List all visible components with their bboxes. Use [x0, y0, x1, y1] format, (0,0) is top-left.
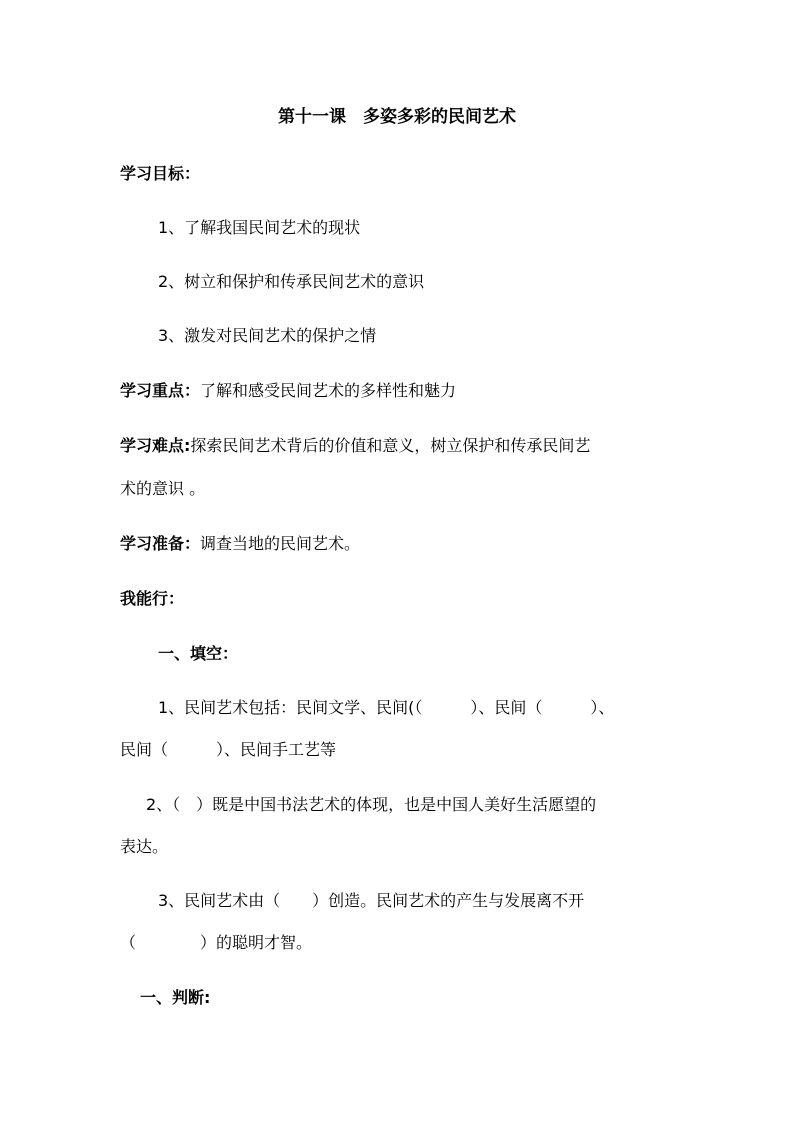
fill-q3-line-2: （ ）的聪明才智。	[120, 933, 313, 952]
difficulty-label: 学习难点:	[120, 436, 191, 455]
page-title: 第十一课 多姿多彩的民间艺术	[278, 107, 516, 127]
i-can-heading: 我能行：	[120, 589, 185, 608]
fill-blank-heading: 一、填空：	[158, 644, 239, 663]
preparation-line	[120, 533, 360, 555]
preparation-text: 调查当地的民间艺术。	[200, 534, 361, 553]
objective-item-2: 2、树立和保护和传承民间艺术的意识	[158, 272, 425, 291]
difficulty-line-2: 术的意识 。	[120, 479, 206, 498]
key-point-label: 学习重点：	[120, 381, 201, 400]
fill-q1-line-1: 1、民间艺术包括：民间文学、民间(（ ）、民间（ ）、	[158, 698, 615, 717]
preparation-label: 学习准备：	[120, 534, 201, 553]
fill-q2-line-2: 表达。	[120, 837, 169, 856]
difficulty-text-1: 探索民间艺术背后的价值和意义，树立保护和传承民间艺	[190, 436, 591, 455]
fill-q2-line-1: 2、（ ）既是中国书法艺术的体现，也是中国人美好生活愿望的	[146, 795, 597, 814]
objective-item-3: 3、激发对民间艺术的保护之情	[158, 326, 377, 345]
objectives-heading: 学习目标：	[120, 164, 201, 183]
key-point-line	[120, 380, 456, 402]
fill-q1-line-2: 民间（ ）、民间手工艺等	[120, 740, 337, 759]
judge-heading: 一、判断:	[140, 988, 211, 1007]
difficulty-line-1	[120, 435, 590, 457]
objective-item-1: 1、了解我国民间艺术的现状	[158, 218, 361, 237]
fill-q3-line-1: 3、民间艺术由（ ）创造。民间艺术的产生与发展离不开	[158, 891, 585, 910]
key-point-text: 了解和感受民间艺术的多样性和魅力	[200, 381, 457, 400]
